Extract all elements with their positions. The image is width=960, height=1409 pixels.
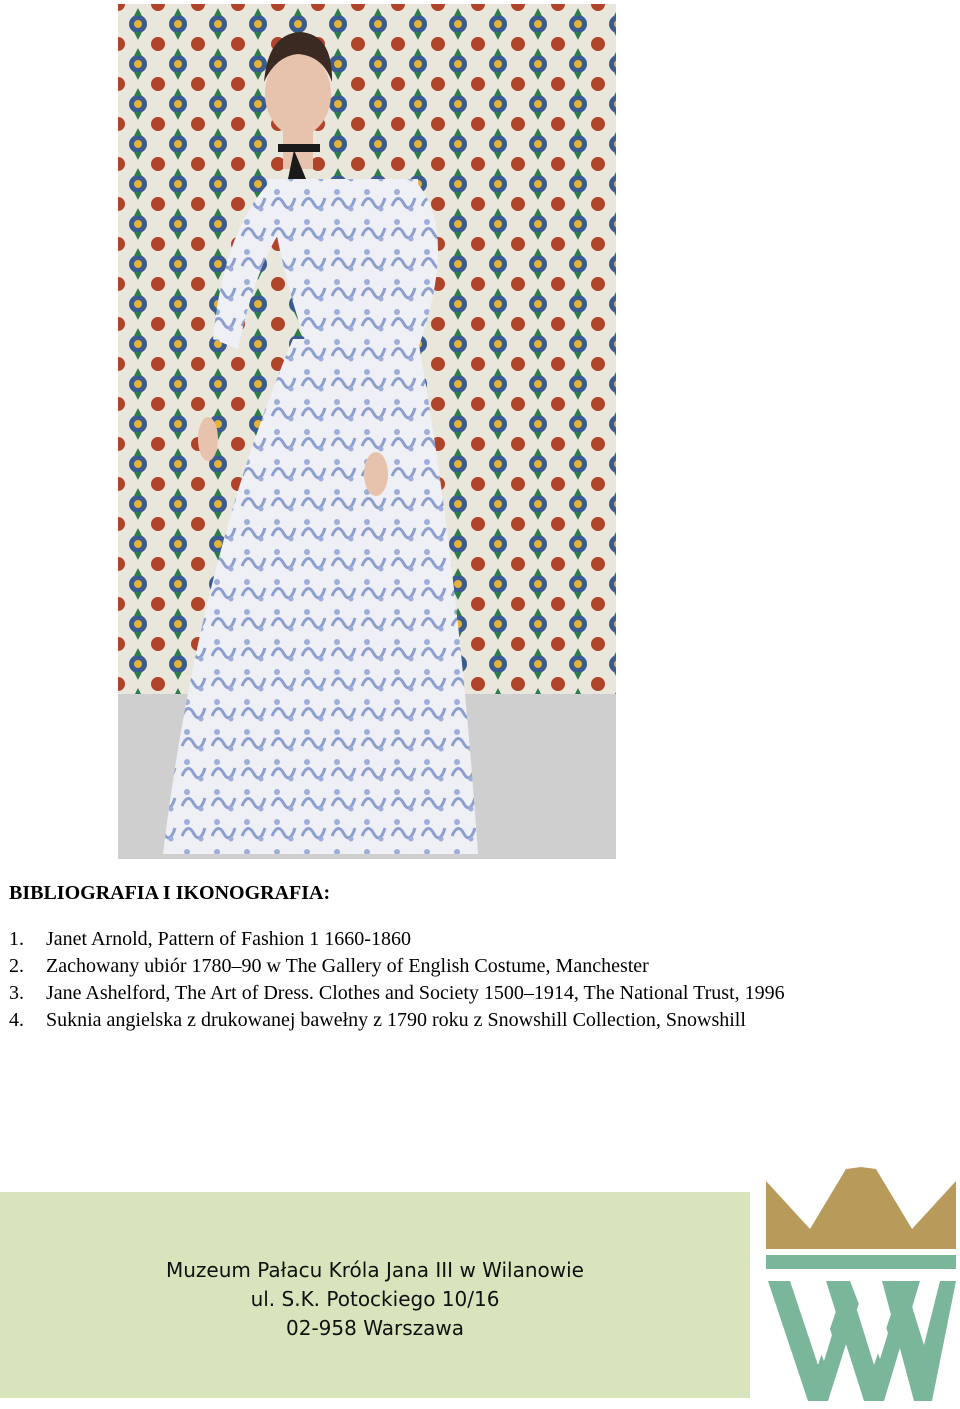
- bibliography-title: BIBLIOGRAFIA I IKONOGRAFIA:: [9, 882, 331, 904]
- bibliography-item: [9, 953, 949, 980]
- costume-photo-illustration: [118, 4, 616, 859]
- bibliography-item-text: Suknia angielska z drukowanej bawełny z 1790 roku z Snowshill Collection, Snowshill: [46, 1009, 746, 1031]
- footer-address: [0, 1256, 750, 1343]
- footer-street: ul. S.K. Potockiego 10/16: [250, 1287, 500, 1311]
- bibliography-item: [9, 980, 949, 1007]
- bibliography-item-text: Janet Arnold, Pattern of Fashion 1 1660-1860: [46, 928, 411, 950]
- bibliography-item: [9, 1007, 949, 1034]
- bibliography-item-number: 1.: [9, 928, 24, 950]
- bibliography-item-text: Zachowany ubiór 1780–90 w The Gallery of English Costume, Manchester: [46, 955, 649, 977]
- bibliography-item: [9, 926, 949, 953]
- bibliography-item-text: Jane Ashelford, The Art of Dress. Clothes and Society 1500–1914, The National Trust, 1996: [46, 982, 785, 1004]
- bibliography-item-number: 3.: [9, 982, 24, 1004]
- bibliography-item-number: 2.: [9, 955, 24, 977]
- footer-museum-name: Muzeum Pałacu Króla Jana III w Wilanowie: [166, 1258, 584, 1282]
- bibliography-section: [9, 880, 949, 1034]
- costume-photo: [118, 4, 616, 859]
- bibliography-item-number: 4.: [9, 1009, 24, 1031]
- footer-city: 02-958 Warszawa: [286, 1316, 464, 1340]
- bibliography-list: [9, 926, 949, 1034]
- crown-logo-icon: [762, 1165, 960, 1409]
- museum-logo: [762, 1165, 960, 1409]
